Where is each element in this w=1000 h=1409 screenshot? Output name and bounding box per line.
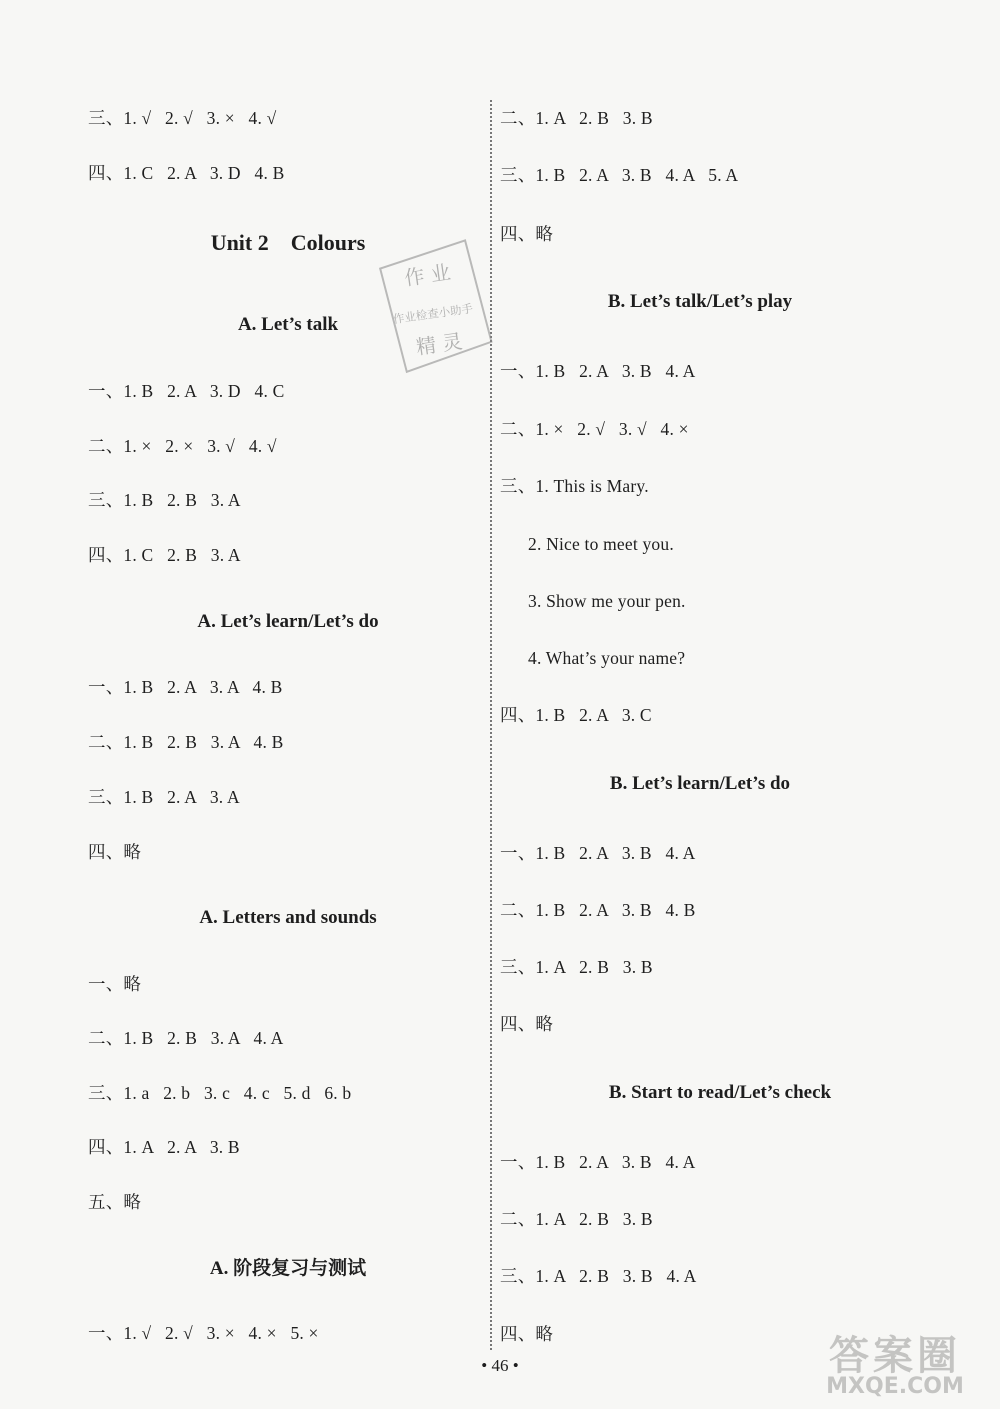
answer-line: 三、1. B 2. B 3. A bbox=[88, 490, 241, 510]
answer-line: 一、1. B 2. A 3. B 4. A bbox=[500, 1152, 696, 1172]
watermark-bottom-text: MXQE.COM bbox=[826, 1374, 964, 1399]
stamp-top-text: 作 业 bbox=[402, 259, 453, 291]
answer-line: 三、1. A 2. B 3. B 4. A bbox=[500, 1266, 697, 1286]
section-heading: A. Let’s talk bbox=[237, 314, 339, 335]
answer-line: 一、1. B 2. A 3. B 4. A bbox=[500, 361, 696, 381]
answer-line: 三、1. a 2. b 3. c 4. c 5. d 6. b bbox=[88, 1083, 352, 1103]
section-heading: B. Start to read/Let’s check bbox=[608, 1082, 832, 1103]
page-number: • 46 • bbox=[481, 1356, 519, 1375]
answer-line: 四、略 bbox=[88, 842, 142, 862]
answer-line: 二、1. B 2. B 3. A 4. B bbox=[88, 732, 284, 752]
answer-line: 一、1. √ 2. √ 3. × 4. × 5. × bbox=[88, 1323, 319, 1343]
watermark-top-text: 答案圈 bbox=[829, 1333, 961, 1379]
answer-line: 四、略 bbox=[500, 1014, 554, 1034]
unit-title: Unit 2 Colours bbox=[210, 230, 366, 255]
section-heading: A. Letters and sounds bbox=[199, 907, 377, 928]
answer-line: 四、1. C 2. B 3. A bbox=[88, 545, 241, 565]
answer-line: 五、略 bbox=[88, 1192, 142, 1212]
answer-line: 四、略 bbox=[500, 1324, 554, 1344]
answer-line: 三、1. B 2. A 3. B 4. A 5. A bbox=[500, 165, 739, 185]
answer-line: 二、1. × 2. √ 3. √ 4. × bbox=[500, 419, 689, 439]
stamp-middle-text: 作业检查小助手 bbox=[392, 301, 474, 327]
site-watermark bbox=[800, 1318, 990, 1404]
answer-line: 二、1. B 2. B 3. A 4. A bbox=[88, 1028, 284, 1048]
section-heading: A. Let’s learn/Let’s do bbox=[197, 611, 379, 632]
answer-line: 一、1. B 2. A 3. D 4. C bbox=[88, 381, 285, 401]
answer-line: 二、1. B 2. A 3. B 4. B bbox=[500, 900, 696, 920]
answer-line: 三、1. A 2. B 3. B bbox=[500, 957, 653, 977]
answer-line: 一、1. B 2. A 3. A 4. B bbox=[88, 677, 283, 697]
stamp-seal bbox=[358, 224, 502, 390]
answer-line: 四、1. B 2. A 3. C bbox=[500, 705, 652, 725]
column-divider bbox=[490, 100, 492, 1350]
answer-line: 三、1. This is Mary. bbox=[500, 476, 649, 496]
answer-line: 2. Nice to meet you. bbox=[528, 534, 674, 554]
answer-line: 三、1. √ 2. √ 3. × 4. √ bbox=[88, 108, 277, 128]
answer-line: 一、略 bbox=[88, 974, 142, 994]
answer-line: 3. Show me your pen. bbox=[528, 591, 686, 611]
answer-line: 四、略 bbox=[500, 224, 554, 244]
answer-line: 二、1. × 2. × 3. √ 4. √ bbox=[88, 436, 277, 456]
section-heading: B. Let’s learn/Let’s do bbox=[609, 773, 791, 794]
section-heading: B. Let’s talk/Let’s play bbox=[607, 291, 793, 312]
answer-line: 4. What’s your name? bbox=[528, 648, 686, 668]
answer-line: 一、1. B 2. A 3. B 4. A bbox=[500, 843, 696, 863]
stamp-bottom-text: 精 灵 bbox=[414, 328, 464, 360]
answer-line: 四、1. C 2. A 3. D 4. B bbox=[88, 163, 285, 183]
answer-line: 二、1. A 2. B 3. B bbox=[500, 108, 653, 128]
section-heading: A. 阶段复习与测试 bbox=[209, 1258, 367, 1279]
answer-line: 四、1. A 2. A 3. B bbox=[88, 1137, 240, 1157]
answer-line: 二、1. A 2. B 3. B bbox=[500, 1209, 653, 1229]
answer-line: 三、1. B 2. A 3. A bbox=[88, 787, 240, 807]
